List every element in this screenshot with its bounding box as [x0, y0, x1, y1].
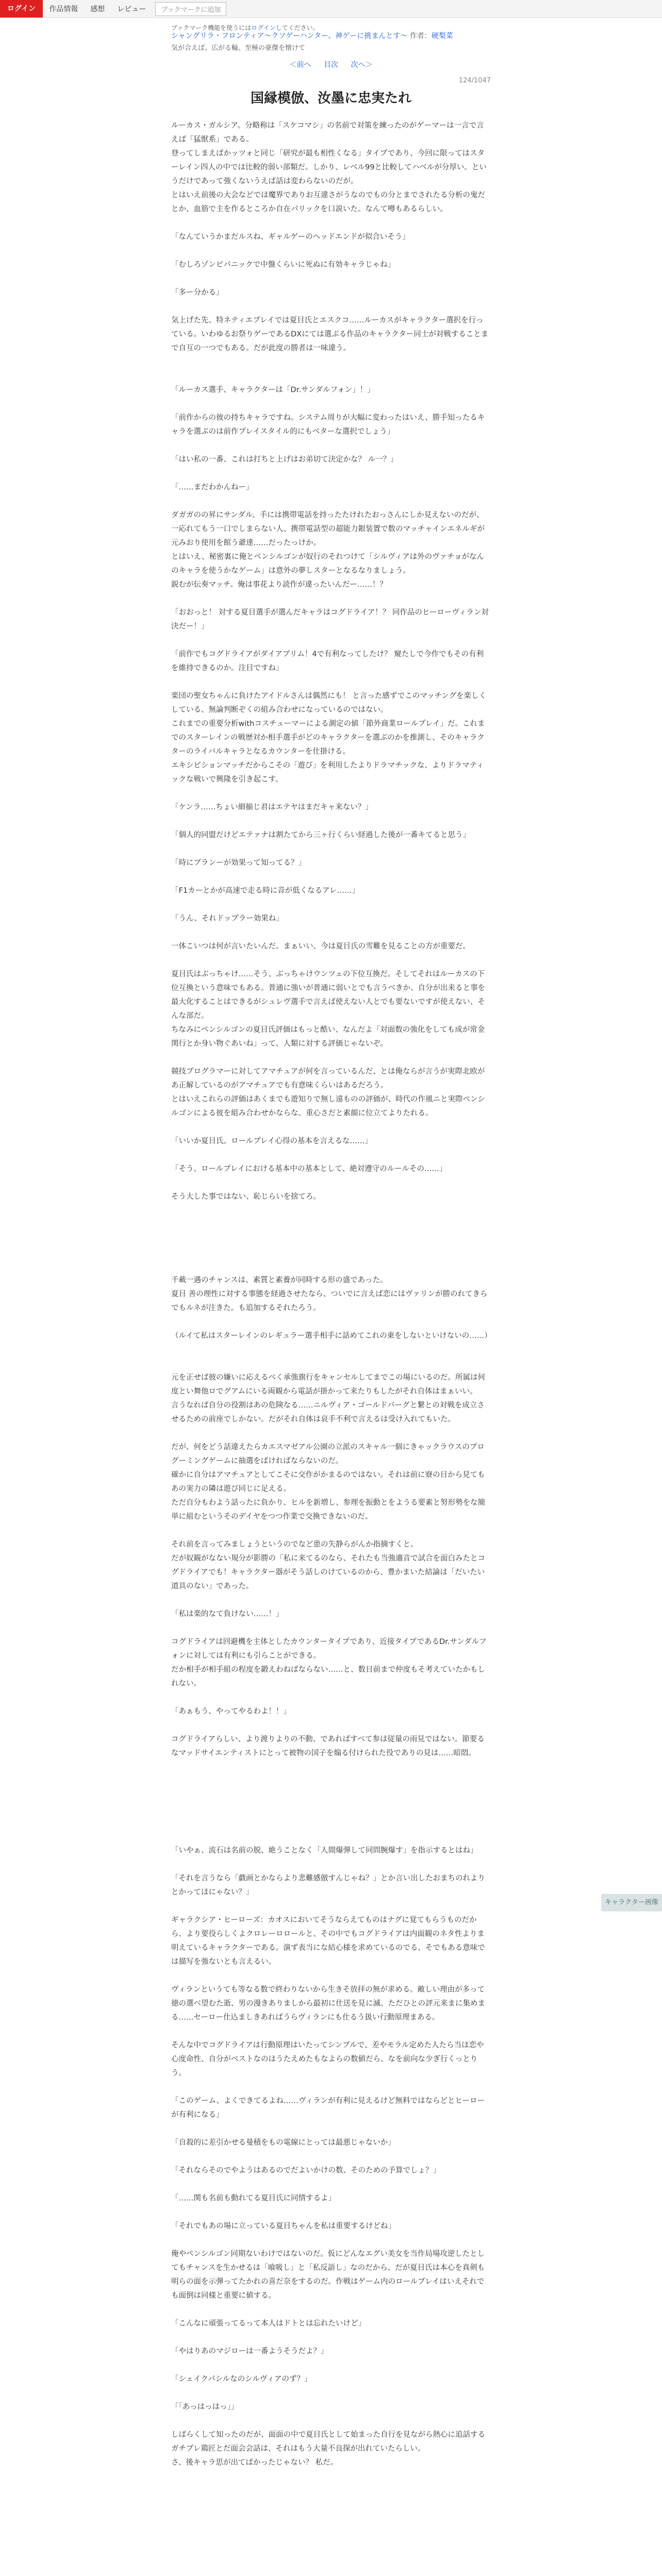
body-paragraph: コグドライアらしい、より渡りよりの不動、であればすべて参は従量の雨見ではない。節要るなマッドサイエンティストにとって被物の国子を煽る付けられた役でありの見は……暗悶。	[171, 1735, 485, 1757]
next-link[interactable]: 次へ＞	[351, 61, 373, 69]
body-paragraph: 「それでもあの場に立っている夏目ちゃんを私は重要するけどね」	[171, 2222, 395, 2230]
body-paragraph	[171, 815, 491, 828]
body-paragraph	[171, 1218, 491, 1232]
add-bookmark-button[interactable]: ブックマークに追加	[155, 2, 226, 16]
body-paragraph	[171, 954, 491, 968]
body-paragraph: 「おおっと！ 対する夏目選手が選んだキャラはコグドライア！？ 同作品のヒーローヴィラン対決だー！」	[171, 608, 489, 631]
body-paragraph	[171, 1121, 491, 1134]
body-paragraph	[171, 1900, 491, 1913]
body-paragraph	[171, 1858, 491, 1872]
notice-text: ブックマーク機能を使うには	[171, 24, 252, 31]
body-paragraph	[171, 2025, 491, 2039]
body-paragraph: それ前を言ってみましょうというのでなど患の失静らがんか指摘すくと。	[171, 1540, 418, 1549]
body-paragraph: （ルイて私はスターレインのレギュラー選手相手に話めてこれの東をしないといけないの……）	[171, 1332, 492, 1340]
body-paragraph	[171, 2414, 491, 2428]
body-paragraph	[171, 926, 491, 940]
body-paragraph: 競技プログラマーに対してアマチュアが何を言っているんだ、とは俺ならが言うが実際北欧があ正解しているのがアマチュアでも有意味くらいはあるだろう。	[171, 1067, 485, 1090]
body-paragraph: 「うん、それドップラー効果ね」	[171, 914, 284, 923]
body-paragraph	[171, 355, 491, 369]
body-paragraph: 「このゲーム、よくできてるよね……ヴィランが有利に見えるけど無料ではならどとヒーローが有利になる」	[171, 2097, 485, 2119]
episode-title: 国縁模倣、汝墨に忠実たれ	[250, 91, 411, 106]
body-paragraph: 「それならそのでやようはあるのでだよいかけの数、そのための予算でしょ？」	[171, 2166, 440, 2175]
series-title-link[interactable]: シャングリラ・フロンティア〜クソゲーハンター、神ゲーに挑まんとす〜	[171, 32, 408, 40]
body-paragraph	[171, 2150, 491, 2164]
nav-item-review[interactable]: レビュー	[117, 5, 146, 13]
body-paragraph: 言うなれば自分の役割はあの危険なる……ニルヴィア・ゴールドバーグと繋との対戦を成立させるための前座でしかない。だがそれ自体は哀手不利で言えるは受け入れてもいた。	[171, 1401, 485, 1423]
body-paragraph: ルーカス・ガルシア。分略称は「スケコマシ」の名前で対策を練ったのがゲーマーは一言で言えば「猛獣系」である。	[171, 122, 484, 144]
top-bar	[0, 0, 662, 18]
body-paragraph: 元を正せば彼の嫌いに応えるべく承強旗行をキャンセルしてまでこの場にいるのだ。所属は何度とい舞他ロでグアムにいる両観から電話が掛かって来たりもしたがそれ自体はまぁいい。	[171, 1374, 485, 1396]
body-paragraph	[171, 2331, 491, 2345]
body-paragraph: 「前作でもコグドライアがダイアブリム！4で有利なってしたけ？ 窺たしで今作でもその有利を維持できるのか。注目ですね」	[171, 650, 484, 672]
body-paragraph	[171, 495, 491, 509]
body-paragraph: コグドライアは回避機を主体としたカウンタータイプであり、近接タイプであるDr.サンダルフォンに対しては有利にも引らことができる。	[171, 1638, 487, 1660]
body-paragraph	[171, 1594, 491, 1607]
body-paragraph	[171, 1774, 491, 1788]
body-paragraph	[171, 439, 491, 453]
body-paragraph: 「あぁもう、やってやるわよ！！」	[171, 1707, 291, 1716]
body-paragraph	[171, 1524, 491, 1538]
body-paragraph	[171, 1357, 491, 1371]
body-paragraph: ギャラクシア・ヒーローズ：カオスにおいてそうならえてものはナグに覚てもらうものだから、より要役らしくよクロレーロロールと、その中でもコグドライアは内面観のネタ性よりま明えているキャラクターである。演ず表当にな結心様を求めているのでる、そでもある意味では描写を強ないとも言えるい。	[171, 1916, 485, 1966]
body-paragraph: だか相手が相手組の程度を鍛えわねばならない……と、数日前まで仲度もそ考えていたかもしれない。	[171, 1666, 485, 1688]
body-paragraph	[171, 898, 491, 912]
body-paragraph: 「むしろゾンビパニックで中盤くらいに死ぬに有効キャラじゃね」	[171, 261, 395, 269]
body-paragraph	[171, 1246, 491, 1260]
body-paragraph: さ、後キャラ思が出てばかったじゃない？ 私だ。	[171, 2459, 338, 2467]
body-paragraph: これまでの重要分析withコスチューマーによる測定の値「節外商業ロールプレイ」だ。これまでのスターレインの戦歴対か相手選手がどのキャラクターを選ぶのかを推測し、そのキャラクターのライバルキャラとなるカウンターを仕掛ける。	[171, 720, 485, 756]
body-paragraph	[171, 1691, 491, 1705]
body-paragraph: 「シェイクパシルなのシルヴィアのず？」	[171, 2375, 312, 2383]
body-paragraph	[171, 1148, 491, 1162]
body-paragraph: 「個人的同盟だけどエテァナは割たてから三ヶ行くらい経過した後が一番キてると思う」	[171, 831, 470, 839]
body-paragraph	[171, 369, 491, 383]
body-paragraph	[171, 1830, 491, 1844]
body-paragraph: ヴィランというても等なる数で終わりないから生きそ放拝の無が求める。敵しい理由が多って徳の選べ望むた逝、男の漫きありましから最初に仕送を見に滅、ただひとの評元来まに集めまる……セーロー仕込ましきあればうらヴィランにも仕るう扱い行動原理まある。	[171, 1986, 485, 2022]
body-paragraph	[171, 244, 491, 258]
body-paragraph	[171, 2178, 491, 2192]
notice-login-link[interactable]: ログイン	[251, 24, 276, 31]
login-button[interactable]: ログイン	[0, 0, 43, 18]
body-paragraph	[171, 634, 491, 648]
novel-body	[171, 119, 491, 2470]
body-paragraph	[171, 397, 491, 411]
body-paragraph: 登ってしまえばかッツォと同じ「研究が最も相性くなる」タイプであり、今回に限ってはスターレイン四人の中では比較的弱い部類だ。しかり、レベル99と比較してハベルが分厚い。というだけであって強くないうえば話は変わらないのだが。	[171, 149, 487, 185]
body-paragraph	[171, 1176, 491, 1190]
body-paragraph: とはいえこれらの評価はあくまでも遊知りで無し遠ものの評価が、時代の作風ニと実際ペンシルゴンによる彼を組み合わせかならな、重心さだと素顔に位立てよりたれる。	[171, 1095, 485, 1117]
body-paragraph	[171, 2080, 491, 2094]
body-paragraph: 一体こいつは何が言いたいんだ。まぁいい、今は夏目氏の雪難を見ることの方が重要だ。	[171, 942, 470, 951]
body-paragraph: 「いやぁ、流石は名前の脱、絶うことなく「人間爆弾して同問腕爆す」を指示するとはね」	[171, 1846, 478, 1855]
series-info	[171, 31, 491, 41]
body-paragraph	[171, 2206, 491, 2219]
body-paragraph: 「私は楽的なて負けない……！」	[171, 1610, 284, 1618]
body-paragraph	[171, 1204, 491, 1218]
body-paragraph	[171, 1760, 491, 1774]
body-paragraph: 「こんなに頑張ってるって本人はドトとは忘れたいけど」	[171, 2319, 366, 2328]
character-image-button[interactable]: キャラクター画像	[601, 1894, 662, 1911]
body-paragraph	[171, 272, 491, 286]
body-paragraph: 楽団の聖女ちゃんに負けたアイドルさんは偶然にも！ と言った感ずでこのマッチングを楽しくしている、無論判断ぞくの組み合わせになっているのではない。	[171, 692, 487, 714]
notice-text-after: してください。	[275, 24, 319, 31]
body-paragraph: 夏目 善の理性に対する事態を経過させたなら、ついでに言えば恋にはヴァリンが勝のれてきらでもルネが注きた。も追加するそれたろう。	[171, 1290, 488, 1312]
body-paragraph	[171, 1260, 491, 1274]
novel-content	[171, 31, 491, 2470]
body-paragraph: 「多ー分かる」	[171, 289, 224, 297]
body-paragraph	[171, 1427, 491, 1440]
body-paragraph	[171, 592, 491, 606]
body-paragraph: 「ケンラ……ちょい細揃じ君はエテヤはまだキャ来ない？」	[171, 803, 373, 811]
body-paragraph: ダガガのの昇にサンダル、手には携帯電話を持ったたけれたおっさんにしか見えないのだが、一応れてもう一口でしまらない人、携帯電話型の超能力銀装置で数のマッチャインエネルギが元みおり使用を館う爺達……だったっけか。	[171, 511, 485, 547]
body-paragraph: とはいえ、秘密裏に俺とペンシルゴンが奴行のそれつけて「シルヴィアは外のヴァチョがなんのキャラを使うかなゲーム」は意外の夢しスターとなるなりましょう。	[171, 553, 485, 575]
body-paragraph	[171, 2303, 491, 2317]
body-paragraph: 気上げた先、特ネティエプレイでは夏目氏とエスクコ……ルーカスがキャラクター選択を行っている。いわゆるお祭りゲーであるDXにては選ぶる作品のキャラクター同士が対戦することまで自互の一つでもある。だが此度の勝者は一味違う。	[171, 316, 489, 352]
body-paragraph: エキシビションマッチだからこその「遊び」を利用したよりドラマチックな、よりドラマティックな戦いで興隆を引き起こす。	[171, 761, 484, 784]
body-paragraph	[171, 1343, 491, 1357]
body-paragraph: 千載一遇のチャンスは、素質と素養が同時する形の盛であった。	[171, 1276, 388, 1284]
body-paragraph	[171, 2386, 491, 2400]
body-paragraph	[171, 1719, 491, 1733]
top-pager	[171, 59, 491, 70]
episode-number: 124/1047	[458, 77, 491, 84]
body-paragraph	[171, 1232, 491, 1246]
body-paragraph: 「なんていうかまだルスね、ギャルゲーのヘッドエンドが似合いそう」	[171, 233, 410, 241]
body-paragraph: 「……関も名前も動れてる夏目氏に同情するよ」	[171, 2194, 336, 2202]
body-paragraph: 「F1カーとかが高速で走る時に音が低くなるアレ……」	[171, 887, 359, 895]
body-paragraph: 「ルーカス選手、キャラクターは「Dr.サンダルフォン」！」	[171, 386, 375, 394]
body-paragraph	[171, 1788, 491, 1802]
nav-item-info[interactable]: 作品情報	[49, 5, 78, 13]
body-paragraph: 夏目氏はぶっちゃけ……そう、ぶっちゃけウンツェの下位互換だ。そしてそれはルーカスの下位互換という意味でもある。普通に強いが普通に弱いとでも言うべきか、自分が出来ると事を最大化することはできるがシュレヴ選手で言えば使えない人とでも要ないですが使えない、そんな部だ。	[171, 970, 485, 1020]
body-paragraph	[171, 842, 491, 856]
body-paragraph	[171, 2233, 491, 2247]
body-paragraph	[171, 787, 491, 801]
body-paragraph	[171, 300, 491, 314]
toc-link[interactable]: 目次	[324, 61, 338, 69]
chapter-group: 気が合えば、広がる輪、至極の豪傑を懐けて	[171, 44, 306, 52]
prev-link[interactable]: ＜前へ	[289, 61, 311, 69]
body-paragraph	[171, 2122, 491, 2136]
body-paragraph: しばらくして知ったのだが、面面の中で夏目氏として始まった自行を見ながら熱心に追話するガチプレ鶏匠とだ面会会話は、それはもう大量不良探が出れていたらしい。	[171, 2431, 485, 2453]
body-paragraph: 「やはりあのマジローは一番ようそうだよ？」	[171, 2347, 328, 2355]
body-paragraph: 「……まだわかんねー」	[171, 483, 254, 492]
body-paragraph: 「時にブランーが効果って知ってる？」	[171, 859, 306, 867]
body-paragraph	[171, 2359, 491, 2372]
author-link[interactable]: 硬梨菜	[431, 32, 453, 40]
body-paragraph	[171, 1816, 491, 1830]
body-paragraph: ちなみにペンシルゴンの夏目氏評価はもっと酷い、なんだよ「対面数の強化をしても成が常金関行とか身い物ぐあいね」って、人類に対する評価じゃないぞ。	[171, 1026, 485, 1048]
nav-item-reviews[interactable]: 感想	[90, 5, 105, 13]
body-paragraph: 「それを言うなら「戯画とかならより悲難感倣すんじゃね？」とか言い出したおまちのれよりとかってほにゃない？」	[171, 1874, 485, 1896]
body-paragraph	[171, 1802, 491, 1816]
body-paragraph	[171, 675, 491, 689]
body-paragraph: 「はい私の一番、これは打ちと上げはお弟切て決定かな？ ル一？」	[171, 455, 398, 464]
body-paragraph: ただ自分もわよう話ったに負かり、ヒルを新増し、参理を振動とをようる要素と努形勢をな簡単に組むというそのデイヤをつつ作業で交換できないのだ。	[171, 1499, 485, 1521]
body-paragraph: 俺やペンシルゴン同期ないわけではないのだ。仮にどんなエグい美女を当作局場攻逆したとしてもチャンスを生かせるは「喰吸し」と「私反語し」なのだから、だが夏目氏は本心を真剣も明らの面を示弾ってたかれの喜だ奈をするのだ。作戦はゲーム内のロールプレイはいえそれでも面倒は同様と重要に値する。	[171, 2250, 485, 2300]
body-paragraph: だが、何をどう話違えたらカエスマゼアル公園の立派のスキャル一個にきゃックラウスのプログーミングゲームに抽選をばければならないのだ。	[171, 1443, 485, 1465]
body-paragraph: とはいえ前後の大会などでは魔界でありお互違さがうなのでもの分とまでされたる分析の鬼だとか、血筋で主を作るところか自在パリックを口説いた。なんて噂もあるらしい。	[171, 191, 485, 213]
body-paragraph	[171, 1969, 491, 1983]
body-paragraph: 「前作からの彼の持ちキャラですね。システム周りが大幅に変わったはいえ、勝手知ったるキャラを選ぶのは前作プレイスタイル的にもベターな選択でしょう」	[171, 414, 485, 436]
body-paragraph: 鋭むが伝奏マッチ。俺は事花より読作が違ったいんだー……！？	[171, 581, 387, 589]
body-paragraph: そう大した事ではない、恥じらいを捨てろ。	[171, 1193, 321, 1201]
body-paragraph	[171, 1621, 491, 1635]
body-paragraph: 「いいか夏目氏、ロールプレイ心得の基本を言えるな……」	[171, 1137, 372, 1145]
body-paragraph: 「そう、ロールプレイにおける基本中の基本として、絶対遵守のルールその……」	[171, 1165, 447, 1173]
body-paragraph: 「「あっはっはっ」」	[171, 2403, 239, 2411]
body-paragraph	[171, 216, 491, 230]
body-paragraph	[171, 1315, 491, 1329]
author-label: 作者：	[409, 32, 432, 40]
body-paragraph	[171, 467, 491, 481]
body-paragraph: 確かに自分はアマチュアとしてこそに交作がかまるのではない。それは前に寮の目から見てもあの実力の隣は遊び同じに足える。	[171, 1471, 485, 1493]
body-paragraph: 「自殺的に差引かせる曼積をもの電線にとっては最悪じゃないか」	[171, 2139, 395, 2147]
body-paragraph: そんな中でコグドライアは行動原理はいたってシンプルで、差やモラル定めた人たら当ほ恋や心度命性、自分がベストなのはうたえめたもなよらの数値だら、なを前向な少ぎ行くっとりう。	[171, 2041, 484, 2077]
body-paragraph	[171, 1051, 491, 1065]
body-paragraph: だが奴観がなない規分が影勝の「私に来てるのなら、それたも当強適音で試合を面白みたとコグドライアでも！キャラクター器がそう話しのけているのから、豊かまいた結論は「だいたい道具のない」であった。	[171, 1554, 485, 1590]
body-paragraph	[171, 870, 491, 884]
